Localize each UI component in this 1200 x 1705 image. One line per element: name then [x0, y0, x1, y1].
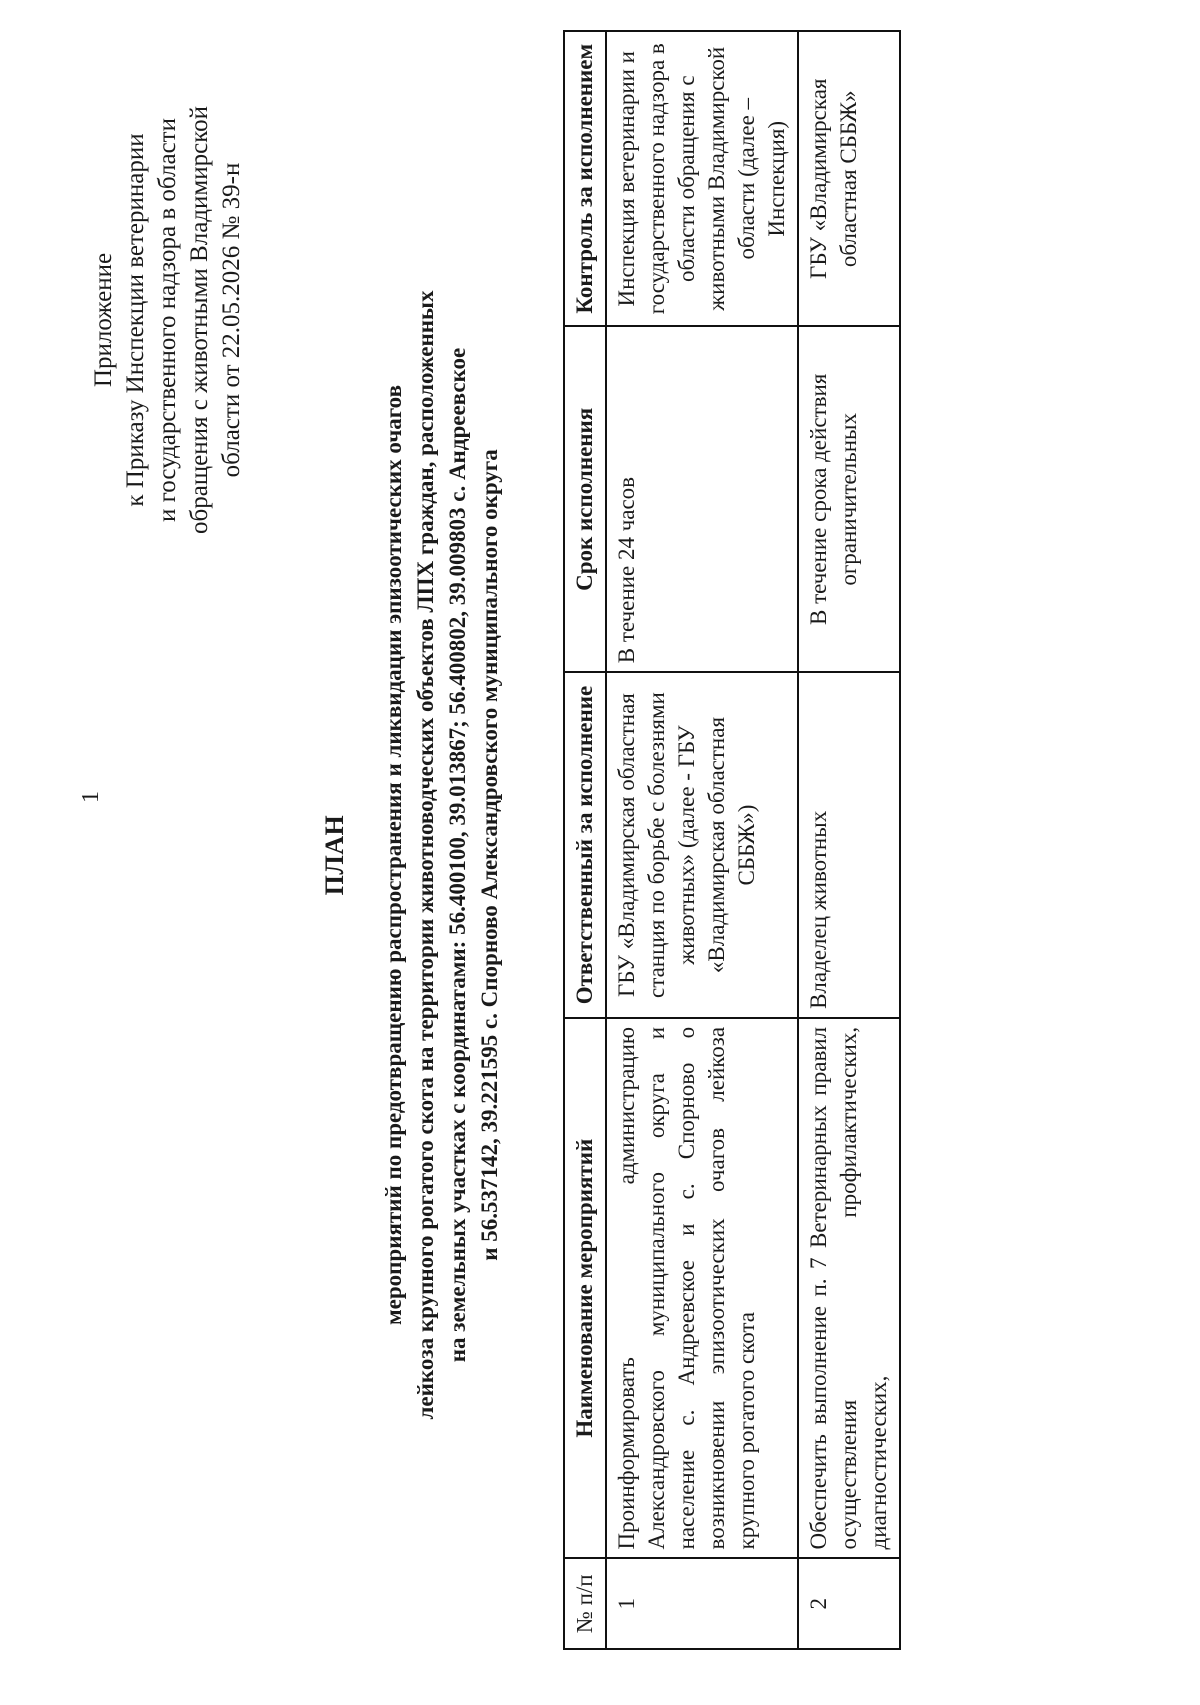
appendix-label: Приложение — [90, 252, 117, 388]
appendix-line: обращения с животными Владимирской — [186, 106, 213, 534]
table-row — [606, 31, 798, 1649]
header-deadline: Срок исполнения — [564, 326, 606, 672]
appendix-line: и государственного надзора в области — [154, 118, 181, 523]
cell-num: 2 — [798, 1558, 900, 1649]
cell-control: Инспекция ветеринарии и государственного надзора в области обращения с животными Владимирской области (далее – Инспекция) — [606, 31, 798, 326]
table-header-row — [564, 31, 606, 1649]
subtitle-line: мероприятий по предотвращению распространения и ликвидации эпизоотических очагов — [381, 384, 406, 1326]
cell-control: ГБУ «Владимирская областная СББЖ» — [798, 31, 900, 326]
subtitle-line: на земельных участках с координатами: 56.400100, 39.013867; 56.400802, 39.009803 с. Андреевское — [445, 347, 470, 1363]
cell-num: 1 — [606, 1558, 798, 1649]
header-num: № п/п — [564, 1558, 606, 1649]
subtitle-line: лейкоза крупного рогатого скота на территории животноводческих объектов ЛПХ граждан, расположенных — [413, 290, 438, 1420]
plan-table — [563, 30, 901, 1650]
cell-name: Проинформировать администрацию Александровского муниципального округа и население с. Андреевское и с. Спорново о возникновении эпизоотических очагов лейкоза крупного рогатого скота — [606, 1018, 798, 1559]
document-subtitle — [378, 155, 506, 1555]
document-title: ПЛАН — [320, 814, 349, 896]
page-number: 1 — [78, 791, 104, 803]
cell-responsible: ГБУ «Владимирская областная станция по борьбе с болезнями животных» (далее - ГБУ «Владимирская областная СББЖ») — [606, 672, 798, 1018]
cell-responsible: Владелец животных — [798, 672, 900, 1018]
table-row — [798, 31, 900, 1649]
cell-name: Обеспечить выполнение п. 7 Ветеринарных правил осуществления профилактических, диагностических, — [798, 1018, 900, 1559]
cell-deadline: В течение 24 часов — [606, 326, 798, 672]
appendix-line: области от 22.05.2026 № 39-н — [218, 162, 245, 478]
header-control: Контроль за исполнением — [564, 31, 606, 326]
header-responsible: Ответственный за исполнение — [564, 672, 606, 1018]
appendix-block — [88, 60, 248, 580]
appendix-line: к Приказу Инспекции ветеринарии — [122, 133, 149, 507]
cell-deadline: В течение срока действия ограничительных — [798, 326, 900, 672]
header-name: Наименование мероприятий — [564, 1018, 606, 1559]
subtitle-line: и 56.537142, 39.221595 с. Спорново Александровского муниципального округа — [477, 449, 502, 1261]
